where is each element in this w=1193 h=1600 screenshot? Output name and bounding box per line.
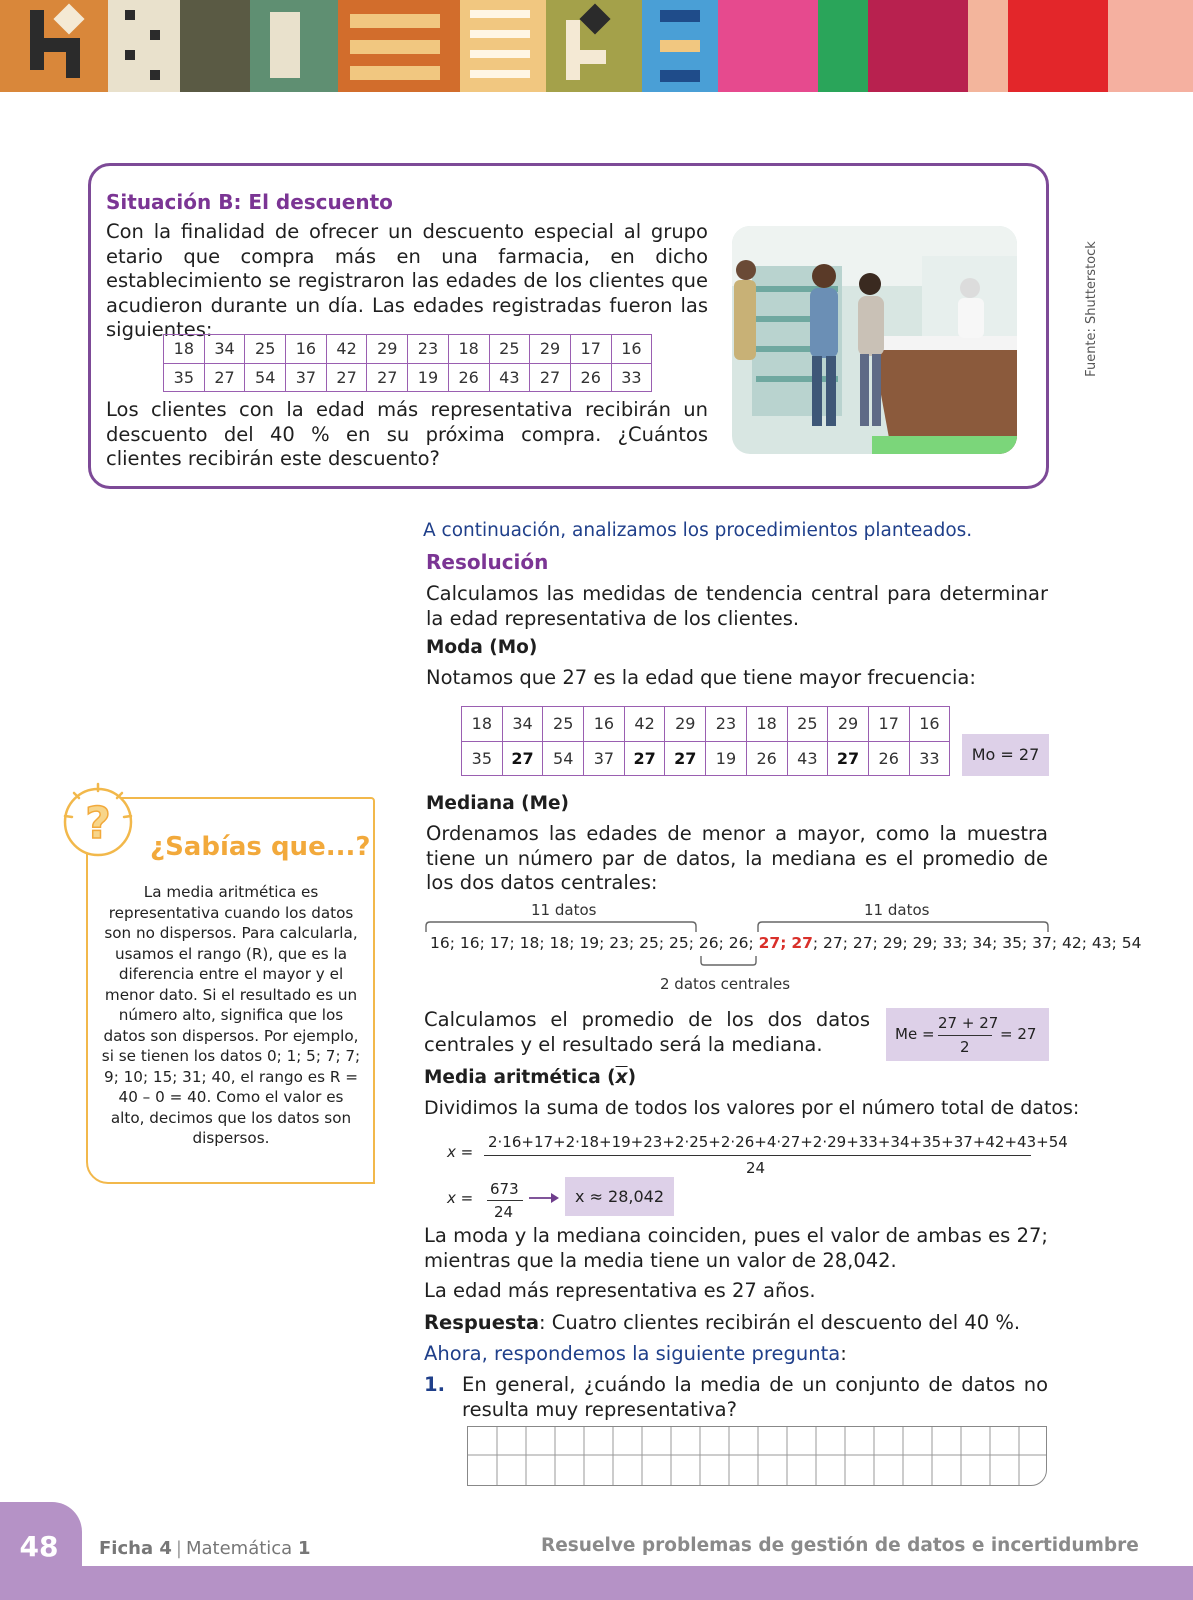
situation-title: Situación B: El descuento xyxy=(106,190,393,214)
table-cell: 37 xyxy=(584,741,625,776)
formula2-lhs: x = xyxy=(447,1189,474,1207)
table-cell: 42 xyxy=(326,335,367,364)
table-row xyxy=(164,363,652,392)
central-value-a: 27 xyxy=(758,934,781,952)
sequence-left: 16; 16; 17; 18; 18; 19; 23; 25; 25; 26; 26; xyxy=(430,934,754,952)
answer-label: Respuesta xyxy=(424,1311,540,1334)
table-cell: 33 xyxy=(909,741,950,776)
arrow-right-icon xyxy=(529,1191,559,1205)
question-text: En general, ¿cuándo la media de un conjunto de datos no resulta muy representativa? xyxy=(462,1373,1048,1421)
ages-table xyxy=(163,334,652,392)
media-symbol: $\overline{x}$ xyxy=(615,1067,628,1088)
moda-title: Moda (Mo) xyxy=(426,637,538,658)
table-cell: 37 xyxy=(286,363,327,392)
promedio-text: Calculamos el promedio de los dos datos centrales y el resultado será la mediana. xyxy=(424,1008,870,1056)
table-cell: 16 xyxy=(909,707,950,742)
table-cell: 17 xyxy=(570,335,611,364)
table-row xyxy=(462,741,950,776)
formula2-numerator: 673 xyxy=(490,1180,519,1198)
footer-bar xyxy=(0,1566,1193,1600)
table-cell: 27 xyxy=(530,363,571,392)
table-cell: 18 xyxy=(448,335,489,364)
resolution-text: Calculamos las medidas de tendencia central para determinar la edad representativa de los clientes. xyxy=(426,582,1048,630)
left-group-label: 11 datos xyxy=(531,901,597,919)
table-cell: 26 xyxy=(868,741,909,776)
answer-text: : Cuatro clientes recibirán el descuento del 40 %. xyxy=(539,1311,1021,1334)
question-heading xyxy=(424,1342,847,1367)
moda-text: Notamos que 27 es la edad que tiene mayor frecuencia: xyxy=(426,666,976,689)
question-heading-colon: : xyxy=(840,1342,847,1365)
table-cell-mode: 27 xyxy=(624,741,665,776)
situation-intro: Con la finalidad de ofrecer un descuento especial al grupo etario que compra más en una farmacia, en dicho establecimiento se registraron las edades de los clientes que acudieron durante un día. Las edades registradas fueron las siguientes: xyxy=(106,220,708,341)
me-result: = 27 xyxy=(1000,1025,1037,1043)
table-cell: 26 xyxy=(448,363,489,392)
me-label: Me = xyxy=(895,1025,935,1043)
subject-number: 1 xyxy=(297,1538,311,1559)
sabias-text: La media aritmética es representativa cuando los datos son no dispersos. Para calcularla, usamos el rango (R), que es la diferencia entre el mayor y el menor dato. Si el resultado es un número alto, significa que los datos son dispersos. Por ejemplo, si se tienen los datos 0; 1; 5; 7; 7; 9; 10; 15; 31; 40, el rango es R = 40 – 0 = 40. Como el valor es alto, decimos que los datos son dispersos. xyxy=(101,883,361,1147)
mediana-text: Ordenamos las edades de menor a mayor, como la muestra tiene un número par de datos, la mediana es el promedio de los dos datos centrales: xyxy=(426,822,1048,894)
central-label: 2 datos centrales xyxy=(660,975,791,993)
mediana-result-box xyxy=(886,1008,1049,1061)
table-row xyxy=(164,335,652,364)
banner-pattern-icon xyxy=(0,0,1193,92)
table-cell: 18 xyxy=(462,707,503,742)
page-number: 48 xyxy=(19,1530,59,1563)
media-title-text: Media aritmética ( xyxy=(424,1067,616,1088)
resolution-title: Resolución xyxy=(426,550,549,574)
media-text: Dividimos la suma de todos los valores por el número total de datos: xyxy=(424,1097,1080,1119)
media-title-close: ) xyxy=(627,1067,637,1088)
table-cell: 16 xyxy=(584,707,625,742)
table-cell: 25 xyxy=(787,707,828,742)
media-title xyxy=(424,1066,636,1091)
table-cell: 27 xyxy=(367,363,408,392)
sequence-right: ; 27; 27; 29; 29; 33; 34; 35; 37; 42; 43; 54 xyxy=(812,934,1142,952)
question-heading-text: Ahora, respondemos la siguiente pregunta xyxy=(424,1342,841,1365)
table-cell: 29 xyxy=(828,707,869,742)
table-cell: 54 xyxy=(245,363,286,392)
table-cell: 33 xyxy=(611,363,652,392)
table-cell: 43 xyxy=(489,363,530,392)
table-cell: 43 xyxy=(787,741,828,776)
mediana-title: Mediana (Me) xyxy=(426,793,569,814)
analysis-intro: A continuación, analizamos los procedimientos planteados. xyxy=(423,520,973,541)
table-cell: 17 xyxy=(868,707,909,742)
table-cell: 35 xyxy=(462,741,503,776)
table-cell: 16 xyxy=(611,335,652,364)
table-cell: 23 xyxy=(408,335,449,364)
formula2-denominator: 24 xyxy=(494,1203,514,1221)
sabias-title: ¿Sabías que...? xyxy=(150,832,371,862)
table-cell: 19 xyxy=(706,741,747,776)
photo-credit: Fuente: Shutterstock xyxy=(1084,241,1099,377)
fraction-bar xyxy=(484,1155,1031,1156)
ficha-label: Ficha 4 xyxy=(99,1538,172,1559)
table-cell: 54 xyxy=(543,741,584,776)
subject-label: Matemática xyxy=(185,1538,298,1559)
question-number: 1. xyxy=(424,1373,445,1396)
table-cell: 26 xyxy=(570,363,611,392)
conclusion-2: La edad más representativa es 27 años. xyxy=(424,1279,816,1302)
answer-grid[interactable] xyxy=(467,1426,1047,1486)
grid-lines-icon xyxy=(468,1427,1046,1485)
table-cell-mode: 27 xyxy=(665,741,706,776)
central-value-b: 27 xyxy=(791,934,813,952)
footer-divider: | xyxy=(175,1538,182,1559)
answer-line xyxy=(424,1311,1020,1336)
me-denominator: 2 xyxy=(960,1038,970,1056)
table-cell: 27 xyxy=(204,363,245,392)
moda-table xyxy=(461,706,950,776)
table-cell: 42 xyxy=(624,707,665,742)
formula1-numerator: 2·16+17+2·18+19+23+2·25+2·26+4·27+2·29+33+34+35+37+42+43+54 xyxy=(488,1133,1068,1151)
question-mark-icon xyxy=(60,782,136,858)
table-cell: 34 xyxy=(204,335,245,364)
footer-competency: Resuelve problemas de gestión de datos e incertidumbre xyxy=(541,1535,1139,1556)
table-cell: 18 xyxy=(746,707,787,742)
right-group-label: 11 datos xyxy=(864,901,930,919)
sorted-sequence xyxy=(430,934,1142,952)
svg-text:?: ? xyxy=(85,798,111,849)
me-numerator: 27 + 27 xyxy=(938,1014,999,1032)
footer-ficha xyxy=(99,1538,310,1559)
formula1-lhs: x = xyxy=(447,1143,474,1161)
table-cell: 29 xyxy=(665,707,706,742)
table-cell: 26 xyxy=(746,741,787,776)
table-cell: 23 xyxy=(706,707,747,742)
table-cell: 25 xyxy=(489,335,530,364)
table-row xyxy=(462,707,950,742)
pharmacy-photo xyxy=(732,226,1017,454)
table-cell: 25 xyxy=(245,335,286,364)
formula1-denominator: 24 xyxy=(746,1159,766,1177)
table-cell: 35 xyxy=(164,363,205,392)
table-cell: 29 xyxy=(367,335,408,364)
table-cell-mode: 27 xyxy=(502,741,543,776)
central-separator: ; xyxy=(780,934,787,952)
moda-result: Mo = 27 xyxy=(962,734,1049,776)
media-result: x ≈ 28,042 xyxy=(565,1177,674,1216)
table-cell: 18 xyxy=(164,335,205,364)
situation-question: Los clientes con la edad más representativa recibirán un descuento del 40 % en su próxima compra. ¿Cuántos clientes recibirán este descuento? xyxy=(106,398,708,470)
decorative-textile-banner xyxy=(0,0,1193,92)
table-cell: 34 xyxy=(502,707,543,742)
table-cell-mode: 27 xyxy=(828,741,869,776)
table-cell: 16 xyxy=(286,335,327,364)
situation-box xyxy=(88,163,1099,489)
fraction-bar xyxy=(487,1200,523,1201)
table-cell: 25 xyxy=(543,707,584,742)
table-cell: 29 xyxy=(530,335,571,364)
table-cell: 19 xyxy=(408,363,449,392)
fraction-bar xyxy=(938,1035,992,1036)
table-cell: 27 xyxy=(326,363,367,392)
conclusion-1: La moda y la mediana coinciden, pues el valor de ambas es 27; mientras que la media tiene un valor de 28,042. xyxy=(424,1224,1048,1272)
